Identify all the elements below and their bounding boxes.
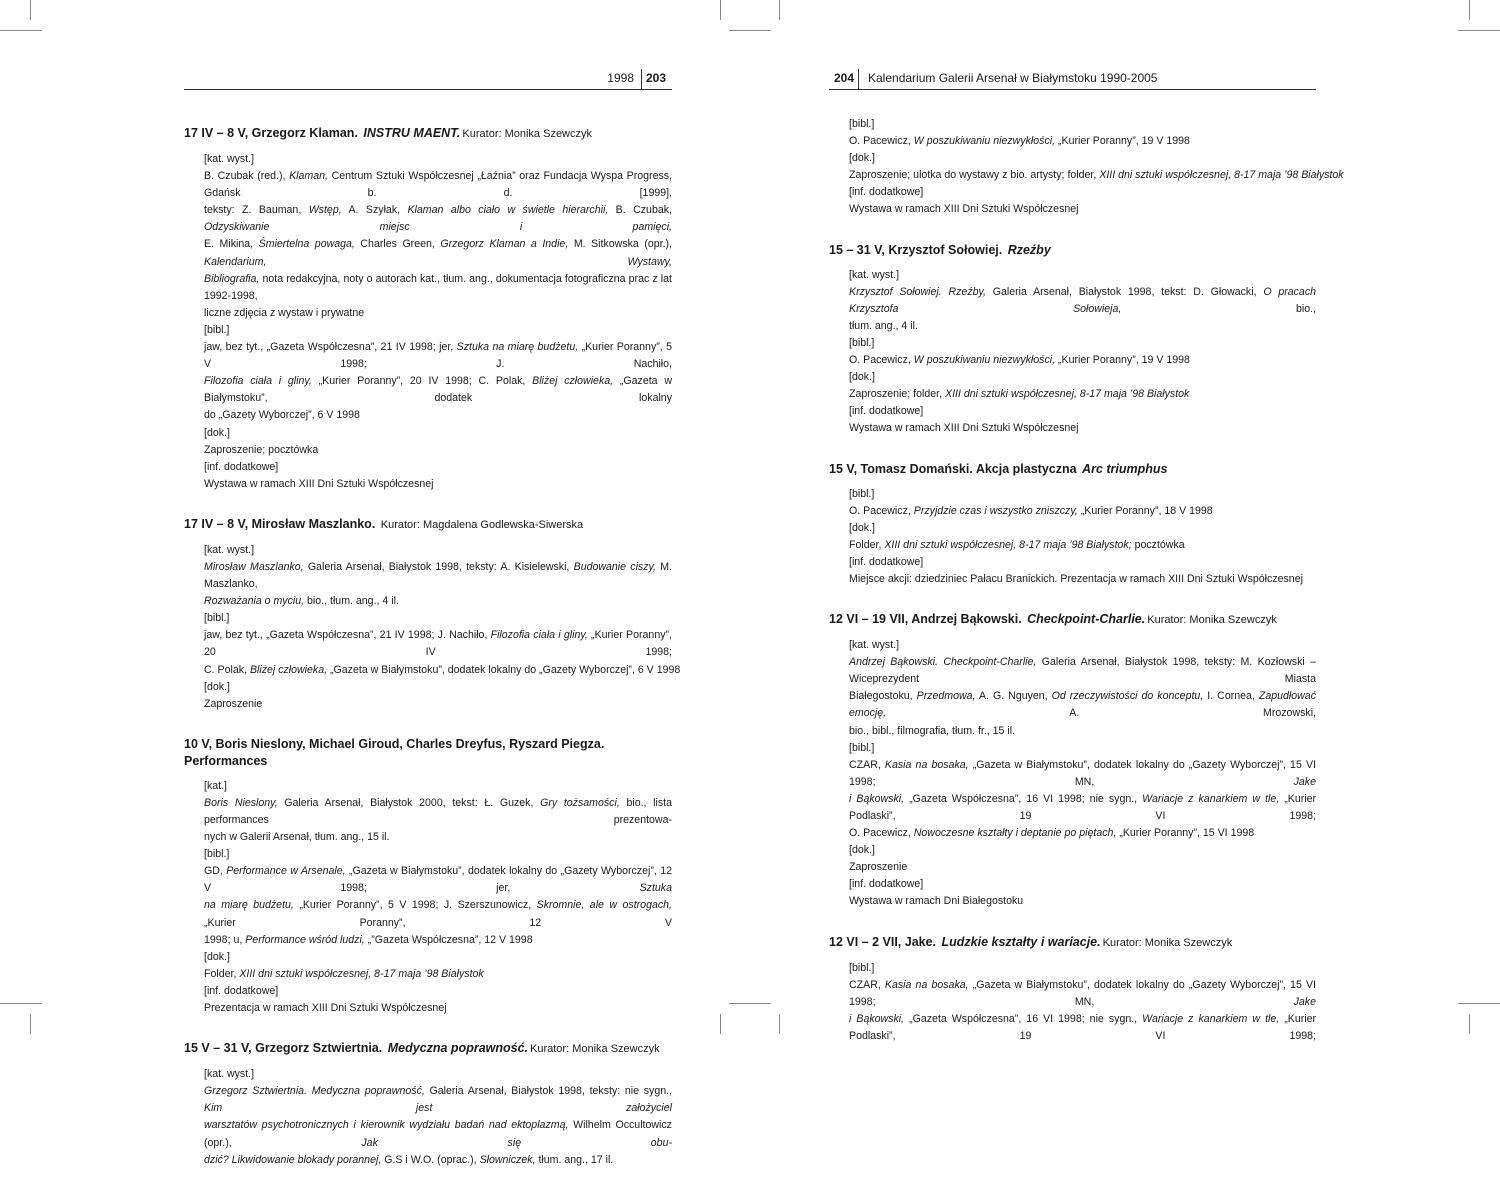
crop-mark <box>779 0 780 20</box>
detail-line <box>849 554 1316 571</box>
text-run: A. Mrozowski, <box>886 707 1316 720</box>
text-run: B. Czubak (red.), <box>204 170 290 183</box>
detail-line <box>849 520 1316 537</box>
italic-title: Klaman, <box>289 170 328 183</box>
detail-line <box>849 267 1316 284</box>
text-run: „Kurier Poranny”, 20 IV 1998; <box>204 629 672 659</box>
calendar-entry <box>184 736 672 1017</box>
calendar-entry <box>829 242 1316 438</box>
curator: Kurator: Monika Szewczyk <box>530 1043 660 1056</box>
italic-title: Budowanie ciszy, <box>573 560 656 573</box>
text-run: „Kurier Poranny”, 5 V 1998; J. Nachiło, <box>204 341 673 371</box>
exhibition-title: Medyczna poprawność. <box>387 1041 529 1056</box>
detail-line <box>849 369 1316 386</box>
crop-mark <box>729 1003 771 1004</box>
detail-line <box>204 932 672 949</box>
text-run: bio., <box>1121 302 1316 315</box>
text-run: Galeria Arsenał, Białystok 1998, tekst: D. Głowacki, <box>985 285 1264 298</box>
text-run: „Gazeta Współczesna”, 16 VI 1998; nie sygn., <box>904 1012 1143 1025</box>
text-run: Galeria Arsenał, Białystok 1998, teksty: M. Kozłowski – Wiceprezydent Miasta <box>849 656 1316 686</box>
text-run: 1998; u, <box>204 933 246 946</box>
italic-title: Bliżej człowieka, <box>532 375 614 388</box>
right-page-body <box>829 90 1344 1045</box>
detail-line <box>204 897 672 931</box>
crop-mark <box>1458 30 1500 31</box>
text-run: CZAR, <box>849 978 885 991</box>
italic-title: Krzysztof Sołowiej. Rzeźby, <box>849 285 986 298</box>
entry-heading <box>184 736 672 770</box>
italic-title: Andrzej Bąkowski. Checkpoint-Charlie, <box>849 656 1037 669</box>
detail-line <box>849 133 1316 150</box>
italic-title: Zapudłować emocję, <box>849 690 1316 720</box>
crop-mark <box>1469 0 1470 20</box>
text-run: „Kurier Poranny”, 18 V 1998 <box>1077 504 1213 517</box>
entry-heading <box>829 611 1316 629</box>
text-run: bio., lista performances prezentowa- <box>204 796 673 826</box>
detail-line <box>204 271 672 305</box>
detail-line <box>849 637 1316 654</box>
text-run: [bibl.] <box>849 336 875 349</box>
italic-title: Jak się obu- <box>361 1136 672 1149</box>
detail-line <box>204 542 672 559</box>
crop-mark <box>729 30 771 31</box>
detail-line <box>849 688 1316 722</box>
text-run: pocztówka <box>1131 538 1185 551</box>
detail-line <box>849 420 1316 437</box>
text-run: „Kurier Podlaski”, 19 VI 1998; <box>849 792 1317 822</box>
italic-title: Wstęp, <box>308 204 342 217</box>
italic-title: Słowniczek, <box>479 1153 536 1166</box>
running-head <box>829 66 1316 90</box>
detail-line <box>849 537 1316 554</box>
italic-title: Jake <box>1293 775 1316 788</box>
running-head-separator <box>641 69 642 89</box>
text-run: [inf. dodatkowe] <box>849 405 924 418</box>
detail-line <box>204 339 672 373</box>
text-run: M. Maszlanko, <box>204 560 672 591</box>
text-run: C. Polak, <box>204 663 250 676</box>
text-run: Wystawa w ramach Dni Białegostoku <box>849 895 1024 908</box>
text-run: Miejsce akcji: dziedziniec Pałacu Branickich. Prezentacja w ramach XIII Dni Sztuki Współczesnej <box>849 572 1303 585</box>
italic-title: Od rzeczywistości do konceptu, <box>1051 690 1204 703</box>
detail-line <box>849 352 1316 369</box>
detail-line <box>204 593 672 610</box>
left-page <box>184 66 681 1192</box>
text-run: bio., tłum. ang., 4 il. <box>304 595 399 608</box>
italic-title: Grzegorz Klaman a Indie, <box>440 238 569 251</box>
text-run: [kat. wyst.] <box>204 1068 255 1081</box>
italic-title: Filozofia ciała i gliny, <box>204 375 312 388</box>
text-run: [bibl.] <box>849 118 875 130</box>
text-run: „Kurier Poranny”, 12 V <box>204 916 672 929</box>
detail-line <box>849 284 1316 318</box>
detail-line <box>849 150 1316 167</box>
italic-title: Klaman albo ciało w świetle hierarchii, <box>407 204 609 217</box>
italic-title: na miarę budżetu, <box>204 899 294 912</box>
text-run: A. G. Nguyen, <box>975 690 1052 703</box>
detail-line <box>204 151 672 168</box>
text-run: [bibl.] <box>849 741 875 754</box>
text-run: [dok.] <box>849 152 875 165</box>
text-run: „”Gazeta Współczesna”, 12 V 1998 <box>364 933 533 946</box>
italic-title: Odzyskiwanie miejsc i pamięci, <box>204 221 672 234</box>
text-run: E. Mikina, <box>204 238 259 251</box>
detail-line <box>849 876 1316 893</box>
text-run: jaw, bez tyt., „Gazeta Współczesna”, 21 IV 1998; J. Nachiło, <box>204 629 491 642</box>
calendar-entry <box>829 461 1316 589</box>
italic-title: W poszukiwaniu niezwykłości, <box>913 135 1056 148</box>
text-run: Wilhelm Occultowicz (opr.), <box>204 1119 672 1149</box>
detail-line <box>204 696 672 713</box>
text-run: „Gazeta Współczesna”, 16 VI 1998; nie sygn., <box>904 792 1143 805</box>
detail-line <box>849 167 1344 184</box>
text-run: [kat. wyst.] <box>204 543 255 556</box>
entry-date-artist: 17 IV – 8 V, Mirosław Maszlanko. <box>184 516 379 531</box>
italic-title: XIII dni sztuki współczesnej, 8-17 maja ’98 Białystok <box>945 388 1190 401</box>
entry-date-artist: 12 VI – 19 VII, Andrzej Bąkowski. <box>829 612 1026 627</box>
italic-title: Jake <box>1293 995 1316 1008</box>
detail-line <box>849 184 1316 201</box>
detail-line <box>204 966 672 983</box>
italic-title: XIII dni sztuki współczesnej, 8-17 maja ’98 Białystok <box>239 967 484 980</box>
crop-mark <box>779 1014 780 1034</box>
text-run: [bibl.] <box>849 487 875 500</box>
text-run: [kat.] <box>204 779 227 792</box>
italic-title: Nowoczesne kształty i deptanie po piętach, <box>913 827 1117 840</box>
crop-mark <box>0 30 42 31</box>
entry-details <box>829 116 1344 219</box>
text-run: [bibl.] <box>849 961 875 974</box>
detail-line <box>849 791 1316 825</box>
text-run: [inf. dodatkowe] <box>849 878 924 891</box>
detail-line <box>204 829 672 846</box>
italic-title: dzić? Likwidowanie blokady porannej, <box>204 1153 382 1166</box>
detail-line <box>204 168 672 202</box>
text-run: Charles Green, <box>354 238 441 251</box>
text-run: [dok.] <box>849 371 875 384</box>
detail-line <box>849 335 1316 352</box>
entry-heading <box>184 1040 672 1058</box>
entry-heading <box>184 125 672 143</box>
entry-date-artist: 15 V – 31 V, Grzegorz Sztwiertnia. <box>184 1041 386 1056</box>
detail-line <box>849 842 1316 859</box>
detail-line <box>849 977 1316 1011</box>
text-run: [kat. wyst.] <box>849 268 900 281</box>
italic-title: Performance w Arsenale, <box>226 865 346 878</box>
running-head-separator <box>858 69 859 89</box>
detail-line <box>204 425 672 442</box>
left-page-body <box>184 90 681 1169</box>
text-run: [dok.] <box>204 426 230 439</box>
detail-line <box>204 949 672 966</box>
text-run: Zaproszenie; folder, <box>849 388 945 401</box>
detail-line <box>204 322 672 339</box>
entry-details <box>184 1066 672 1169</box>
italic-title: i Bąkowski, <box>849 792 905 805</box>
curator: Kurator: Monika Szewczyk <box>1147 614 1277 627</box>
curator: Kurator: Monika Szewczyk <box>1102 936 1233 949</box>
exhibition-title: INSTRU MAENT. <box>363 126 461 140</box>
text-run: „Kurier Poranny”, 19 V 1998 <box>1055 135 1190 148</box>
detail-line <box>204 846 672 863</box>
text-run: [dok.] <box>849 521 875 534</box>
italic-title: Boris Nieslony, <box>204 796 278 809</box>
text-run: [inf. dodatkowe] <box>204 460 279 473</box>
detail-line <box>204 236 672 270</box>
crop-mark <box>1458 1003 1500 1004</box>
text-run: [bibl.] <box>204 323 230 336</box>
detail-line <box>849 893 1316 910</box>
text-run: A. Szyłak, <box>341 204 408 217</box>
crop-mark <box>30 0 31 20</box>
text-run: liczne zdjęcia z wystaw i prywatne <box>204 306 365 319</box>
italic-title: warsztatów psychotronicznych i kierownik wydziału badań nad ektoplazmą, <box>204 1119 569 1132</box>
text-run: Zaproszenie <box>204 697 263 710</box>
italic-title: Wariacje z kanarkiem w tle, <box>1142 1012 1280 1025</box>
text-run: G.S i W.O. (oprac.), <box>381 1153 480 1166</box>
detail-line <box>204 1117 672 1151</box>
text-run: M. Sitkowska (opr.), <box>568 238 673 251</box>
detail-line <box>204 442 672 459</box>
entry-heading <box>829 934 1316 952</box>
text-run: O. Pacewicz, <box>849 827 914 840</box>
text-run: [dok.] <box>849 844 875 857</box>
detail-line <box>849 859 1316 876</box>
exhibition-title: Ludzkie kształty i wariacje. <box>941 934 1101 949</box>
italic-title: Kasia na bosaka, <box>884 978 969 991</box>
text-run: „Kurier Poranny”, 20 IV 1998; C. Polak, <box>311 375 533 388</box>
italic-title: Gry tożsamości, <box>540 796 620 809</box>
exhibition-title: Checkpoint-Charlie. <box>1027 612 1146 627</box>
text-run: [kat. wyst.] <box>849 639 900 652</box>
italic-title: Mirosław Maszlanko, <box>204 560 304 573</box>
text-run: jaw, bez tyt., „Gazeta Współczesna”, 21 IV 1998; jer, <box>204 341 457 354</box>
detail-line <box>849 571 1316 588</box>
entry-heading <box>829 461 1316 478</box>
right-page <box>829 66 1344 1068</box>
text-run: „Gazeta w Białymstoku”, dodatek lokalny do „Gazety Wyborczej”, 15 VI 1998; MN, <box>849 978 1316 1008</box>
entry-details <box>829 486 1316 589</box>
calendar-entry <box>184 1040 672 1169</box>
text-run: Wystawa w ramach XIII Dni Sztuki Współczesnej <box>204 477 434 490</box>
running-head-title: Kalendarium Galerii Arsenał w Białymstoku 1990-2005 <box>868 71 1158 85</box>
text-run: Zaproszenie; ulotka do wystawy z bio. artysty; folder, <box>849 169 1100 182</box>
italic-title: Rozważania o myciu, <box>204 595 305 608</box>
italic-title: Śmiertelna powaga, <box>258 238 355 251</box>
detail-line <box>204 459 672 476</box>
calendar-entry <box>829 934 1316 1045</box>
crop-mark <box>1469 1014 1470 1034</box>
entry-date-artist: 15 – 31 V, Krzysztof Sołowiej. <box>829 242 1006 257</box>
text-run: teksty: Z. Bauman, <box>204 204 309 217</box>
detail-line <box>204 610 672 627</box>
text-run: tłum. ang., 17 il. <box>535 1153 614 1166</box>
detail-line <box>849 740 1316 757</box>
text-run: CZAR, <box>849 758 885 771</box>
exhibition-title: Arc triumphus <box>1082 461 1168 476</box>
detail-line <box>849 960 1316 977</box>
crop-mark <box>30 1014 31 1034</box>
detail-line <box>849 386 1316 403</box>
exhibition-title: Rzeźby <box>1007 242 1051 257</box>
text-run: [kat. wyst.] <box>204 153 255 165</box>
detail-line <box>204 407 672 424</box>
text-run: „Kurier Poranny”, 5 V 1998; J. Szerszunowicz, <box>293 899 537 912</box>
entry-details <box>184 151 672 493</box>
italic-title: O pracach Krzysztofa Sołowieja, <box>849 285 1317 315</box>
curator: Kurator: Monika Szewczyk <box>462 128 593 140</box>
entry-details <box>184 778 672 1017</box>
detail-line <box>204 795 672 829</box>
text-run: „Gazeta w Białymstoku”, dodatek lokalny do „Gazety Wyborczej”, 12 V 1998; jer, <box>204 865 672 895</box>
text-run: Galeria Arsenał, Białystok 2000, tekst: Ł. Guzek, <box>277 796 541 809</box>
detail-line <box>849 486 1316 503</box>
text-run: Wystawa w ramach XIII Dni Sztuki Współczesnej <box>849 203 1079 216</box>
detail-line <box>204 627 672 661</box>
italic-title: Bliżej człowieka, <box>249 663 328 676</box>
detail-line <box>849 403 1316 420</box>
detail-line <box>849 723 1316 740</box>
text-run: Centrum Sztuki Współczesnej „Łaźnia” oraz Fundacja Wyspa Progress, Gdańsk b. d. [1999], <box>204 170 672 200</box>
italic-title: XIII dni sztuki współczesnej, 8-17 maja ’98 Białystok <box>1099 169 1344 182</box>
detail-line <box>849 116 1316 133</box>
text-run: [inf. dodatkowe] <box>204 984 279 997</box>
crop-mark <box>720 1014 721 1034</box>
detail-line <box>849 654 1316 688</box>
text-run: Białegostoku, <box>849 690 917 703</box>
detail-line <box>204 1083 672 1117</box>
detail-line <box>849 201 1316 218</box>
detail-line <box>849 1011 1316 1045</box>
detail-line <box>204 1066 672 1083</box>
detail-line <box>204 305 672 322</box>
detail-line <box>204 662 681 679</box>
italic-title: Przyjdzie czas i wszystko zniszczy, <box>913 504 1078 517</box>
italic-title: Kim jest założyciel <box>204 1102 672 1115</box>
text-run: O. Pacewicz, <box>849 354 914 367</box>
calendar-entry <box>184 516 681 713</box>
italic-title: Skromnie, ale w ostrogach, <box>536 899 672 912</box>
detail-line <box>849 318 1316 335</box>
text-run: Prezentacja w ramach XIII Dni Sztuki Współczesnej <box>204 1002 447 1015</box>
curator: Kurator: Magdalena Godlewska-Siwerska <box>380 518 584 531</box>
text-run: „Gazeta w Białymstoku”, dodatek lokalny do „Gazety Wyborczej”, 15 VI 1998; MN, <box>849 758 1316 788</box>
text-run: tłum. ang., 4 il. <box>849 319 918 332</box>
italic-title: Przedmowa, <box>916 690 976 703</box>
entry-date-artist: 17 IV – 8 V, Grzegorz Klaman. <box>184 126 362 140</box>
entry-details <box>184 542 681 713</box>
text-run: I. Cornea, <box>1203 690 1259 703</box>
text-run: Zaproszenie <box>849 861 908 874</box>
detail-line <box>204 863 672 897</box>
entry-details <box>829 267 1316 438</box>
text-run: Folder, <box>849 538 885 551</box>
text-run: Galeria Arsenał, Białystok 1998, teksty: nie sygn., <box>424 1085 672 1098</box>
text-run: „Gazeta w Białymstoku”, dodatek lokalny <box>204 375 672 405</box>
entry-date-artist: 10 V, Boris Nieslony, Michael Giroud, Charles Dreyfus, Ryszard Piegza. Performances <box>184 736 605 768</box>
text-run: „Kurier Podlaski”, 19 VI 1998; <box>849 1012 1317 1042</box>
text-run: [dok.] <box>204 680 230 693</box>
text-run: Folder, <box>204 967 240 980</box>
text-run: nota redakcyjna, noty o autorach kat., tłum. ang., dokumentacja fotograficzna prac z lat 1992-1998, <box>204 272 672 302</box>
running-head <box>184 66 672 90</box>
text-run: B. Czubak, <box>608 204 672 217</box>
text-run: Zaproszenie; pocztówka <box>204 443 319 456</box>
text-run: GD, <box>204 865 227 878</box>
text-run: [inf. dodatkowe] <box>849 186 924 199</box>
italic-title: Kalendarium, Wystawy, <box>204 255 672 268</box>
entry-details <box>829 637 1316 911</box>
continuation-entry <box>829 116 1344 219</box>
detail-line <box>204 1000 672 1017</box>
detail-line <box>204 679 672 696</box>
detail-line <box>849 757 1316 791</box>
calendar-entry <box>184 125 672 493</box>
italic-title: Sztuka <box>639 882 672 895</box>
italic-title: XIII dni sztuki współczesnej, 8-17 maja ’98 Białystok; <box>884 538 1132 551</box>
detail-line <box>204 373 672 407</box>
text-run: [inf. dodatkowe] <box>849 555 924 568</box>
italic-title: i Bąkowski, <box>849 1012 905 1025</box>
detail-line <box>204 778 672 795</box>
text-run: bio., bibl., filmografia, tłum. fr., 15 il. <box>849 724 1016 737</box>
entry-date-artist: 12 VI – 2 VII, Jake. <box>829 934 940 949</box>
detail-line <box>204 1152 672 1169</box>
detail-line <box>849 503 1316 520</box>
text-run: „Kurier Poranny”, 15 VI 1998 <box>1116 827 1255 840</box>
text-run: [dok.] <box>204 950 230 963</box>
entry-details <box>829 960 1316 1045</box>
detail-line <box>204 476 672 493</box>
running-head-title: 1998 <box>607 71 634 85</box>
text-run: „Kurier Poranny”, 19 V 1998 <box>1055 354 1190 367</box>
entry-heading <box>829 242 1316 259</box>
text-run: Wystawa w ramach XIII Dni Sztuki Współczesnej <box>849 422 1079 435</box>
detail-line <box>204 559 672 593</box>
italic-title: Wariacje z kanarkiem w tle, <box>1142 792 1280 805</box>
entry-date-artist: 15 V, Tomasz Domański. Akcja plastyczna <box>829 461 1081 476</box>
text-run: do „Gazety Wyborczej”, 6 V 1998 <box>204 409 360 422</box>
page-number: 203 <box>645 71 666 85</box>
text-run: [bibl.] <box>204 848 230 861</box>
entry-heading <box>184 516 672 534</box>
detail-line <box>204 202 672 236</box>
text-run: [bibl.] <box>204 612 230 625</box>
italic-title: W poszukiwaniu niezwykłości, <box>913 354 1056 367</box>
crop-mark <box>0 1003 42 1004</box>
italic-title: Sztuka na miarę budżetu, <box>456 341 579 354</box>
text-run: O. Pacewicz, <box>849 135 914 148</box>
page-number: 204 <box>834 71 855 85</box>
detail-line <box>849 825 1316 842</box>
italic-title: Grzegorz Sztwiertnia. Medyczna poprawność, <box>204 1085 425 1098</box>
text-run: nych w Galerii Arsenał, tłum. ang., 15 il. <box>204 831 390 844</box>
calendar-entry <box>829 611 1316 911</box>
text-run: Galeria Arsenał, Białystok 1998, teksty: A. Kisielewski, <box>303 560 574 573</box>
crop-mark <box>720 0 721 20</box>
text-run: „Gazeta w Białymstoku”, dodatek lokalny do „Gazety Wyborczej”, 6 V 1998 <box>327 663 681 676</box>
italic-title: Performance wśród ludzi, <box>245 933 365 946</box>
italic-title: Bibliografia, <box>204 272 260 285</box>
italic-title: Filozofia ciała i gliny, <box>490 629 588 642</box>
italic-title: Kasia na bosaka, <box>884 758 969 771</box>
text-run: O. Pacewicz, <box>849 504 914 517</box>
detail-line <box>204 983 672 1000</box>
